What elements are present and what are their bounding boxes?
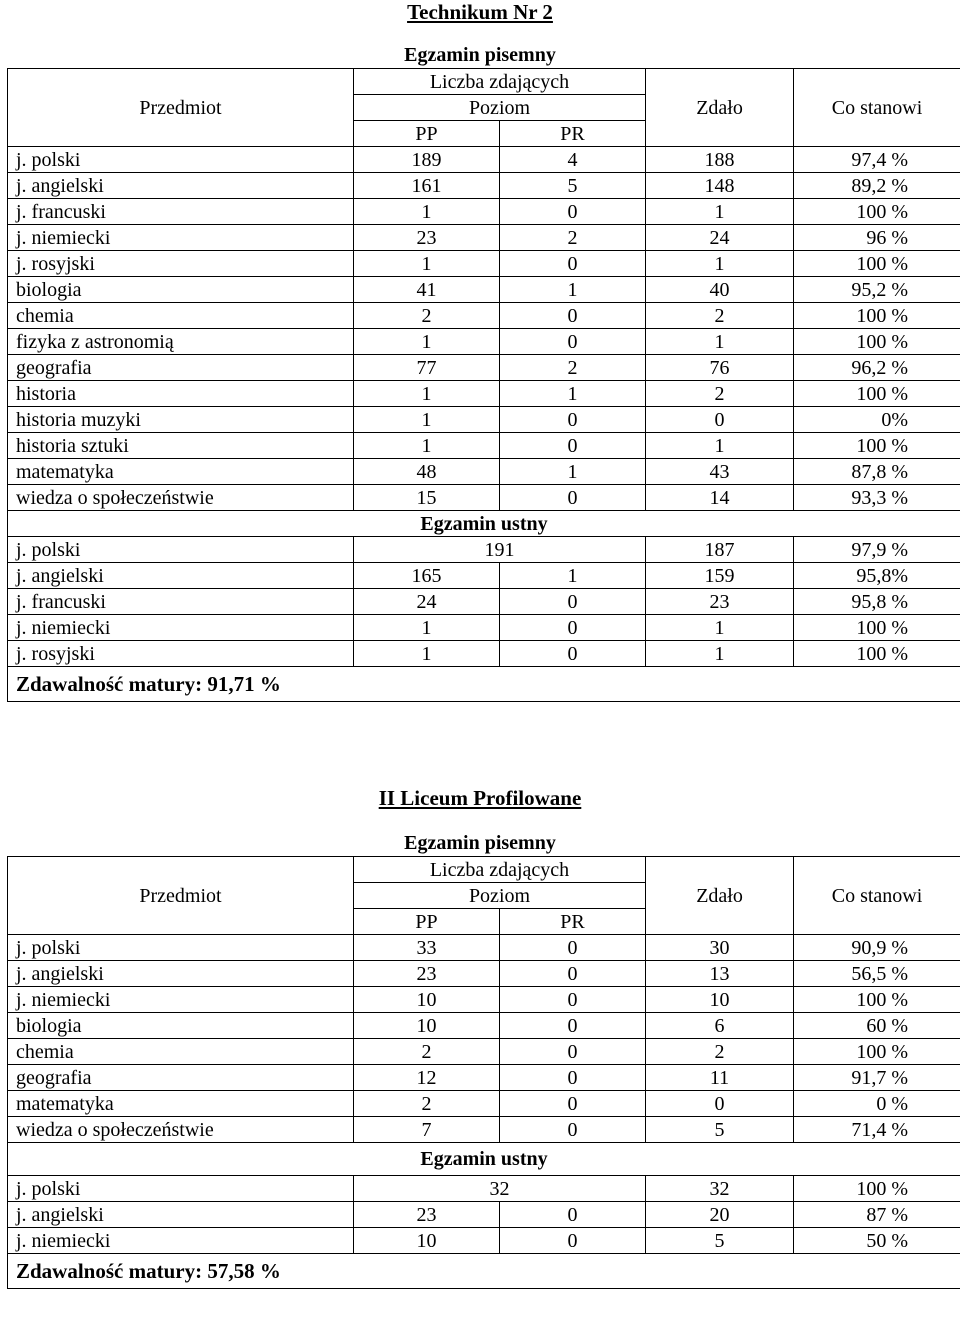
passed-cell: 1: [646, 433, 794, 459]
pr-cell: 0: [500, 641, 646, 667]
passed-cell: 1: [646, 199, 794, 225]
pp-cell: 1: [354, 381, 500, 407]
pp-cell: 189: [354, 147, 500, 173]
header-row: [8, 857, 960, 883]
pr-cell: 0: [500, 961, 646, 987]
pr-cell: 0: [500, 1202, 646, 1228]
section-title-technikum: Technikum Nr 2: [407, 0, 553, 24]
table-row: [8, 935, 960, 961]
pp-cell: 1: [354, 199, 500, 225]
table-row: [8, 1065, 960, 1091]
table-row: [8, 1039, 960, 1065]
pr-cell: 0: [500, 1117, 646, 1143]
subject-cell: geografia: [8, 1065, 354, 1091]
passed-cell: 2: [646, 1039, 794, 1065]
pp-cell: 12: [354, 1065, 500, 1091]
passed-cell: 6: [646, 1013, 794, 1039]
table-row: [8, 641, 960, 667]
pp-cell: 10: [354, 1228, 500, 1254]
share-cell: 95,2 %: [794, 277, 960, 303]
share-cell: 87,8 %: [794, 459, 960, 485]
pr-cell: 0: [500, 303, 646, 329]
subject-cell: j. polski: [8, 147, 354, 173]
share-cell: 95,8 %: [794, 589, 960, 615]
header-subject: Przedmiot: [8, 69, 354, 147]
subject-cell: wiedza o społeczeństwie: [8, 485, 354, 511]
passed-cell: 43: [646, 459, 794, 485]
passed-cell: 20: [646, 1202, 794, 1228]
subject-cell: j. angielski: [8, 961, 354, 987]
share-cell: 91,7 %: [794, 1065, 960, 1091]
passed-cell: 159: [646, 563, 794, 589]
table-row: [8, 381, 960, 407]
pp-cell: 77: [354, 355, 500, 381]
subject-cell: j. niemiecki: [8, 1228, 354, 1254]
table-row: [8, 303, 960, 329]
passed-cell: 5: [646, 1228, 794, 1254]
subject-cell: geografia: [8, 355, 354, 381]
subject-cell: j. francuski: [8, 589, 354, 615]
share-cell: 100 %: [794, 251, 960, 277]
table-row: [8, 407, 960, 433]
share-cell: 100 %: [794, 615, 960, 641]
table-row: [8, 459, 960, 485]
pp-cell: 10: [354, 1013, 500, 1039]
results-table-liceum: [7, 856, 960, 1289]
passed-cell: 23: [646, 589, 794, 615]
share-cell: 89,2 %: [794, 173, 960, 199]
header-level: Poziom: [354, 95, 646, 121]
pr-cell: 0: [500, 987, 646, 1013]
pass-rate-summary: Zdawalność matury: 91,71 %: [8, 667, 960, 702]
passed-cell: 1: [646, 251, 794, 277]
share-cell: 0%: [794, 407, 960, 433]
summary-row: [8, 667, 960, 702]
oral-exam-title: Egzamin ustny: [8, 1143, 960, 1176]
subject-cell: historia muzyki: [8, 407, 354, 433]
table-row: [8, 147, 960, 173]
header-share: Co stanowi: [794, 69, 960, 147]
pr-cell: 1: [500, 381, 646, 407]
subject-cell: j. angielski: [8, 1202, 354, 1228]
pr-cell: 0: [500, 1228, 646, 1254]
share-cell: 95,8%: [794, 563, 960, 589]
passed-cell: 1: [646, 641, 794, 667]
table-row: [8, 225, 960, 251]
share-cell: 96 %: [794, 225, 960, 251]
pp-cell: 2: [354, 303, 500, 329]
subject-cell: j. francuski: [8, 199, 354, 225]
header-passed: Zdało: [646, 69, 794, 147]
passed-cell: 14: [646, 485, 794, 511]
header-pr: PR: [500, 121, 646, 147]
pp-cell: 23: [354, 1202, 500, 1228]
pr-cell: 1: [500, 277, 646, 303]
pr-cell: 0: [500, 1065, 646, 1091]
subject-cell: matematyka: [8, 459, 354, 485]
pp-cell: 48: [354, 459, 500, 485]
pr-cell: 1: [500, 563, 646, 589]
share-cell: 60 %: [794, 1013, 960, 1039]
share-cell: 90,9 %: [794, 935, 960, 961]
passed-cell: 76: [646, 355, 794, 381]
pp-cell: 161: [354, 173, 500, 199]
share-cell: 96,2 %: [794, 355, 960, 381]
pp-cell: 1: [354, 329, 500, 355]
oral-banner-row: [8, 1143, 960, 1176]
subject-cell: historia: [8, 381, 354, 407]
share-cell: 93,3 %: [794, 485, 960, 511]
share-cell: 100 %: [794, 433, 960, 459]
pp-cell: 165: [354, 563, 500, 589]
results-table-technikum: [7, 68, 960, 702]
table-row: [8, 589, 960, 615]
share-cell: 100 %: [794, 1176, 960, 1202]
pr-cell: 4: [500, 147, 646, 173]
share-cell: 50 %: [794, 1228, 960, 1254]
pp-cell: 1: [354, 251, 500, 277]
share-cell: 0 %: [794, 1091, 960, 1117]
table-row: [8, 1091, 960, 1117]
table-row: [8, 987, 960, 1013]
written-exam-title: Egzamin pisemny: [404, 832, 556, 854]
header-pp: PP: [354, 909, 500, 935]
pr-cell: 0: [500, 199, 646, 225]
header-share: Co stanowi: [794, 857, 960, 935]
summary-row: [8, 1254, 960, 1289]
subject-cell: matematyka: [8, 1091, 354, 1117]
header-level: Poziom: [354, 883, 646, 909]
share-cell: 100 %: [794, 1039, 960, 1065]
pr-cell: 0: [500, 407, 646, 433]
subject-cell: fizyka z astronomią: [8, 329, 354, 355]
pp-cell: 1: [354, 407, 500, 433]
table-row: [8, 251, 960, 277]
table-row: [8, 1117, 960, 1143]
count-cell: 191: [354, 537, 646, 563]
pp-cell: 2: [354, 1039, 500, 1065]
passed-cell: 5: [646, 1117, 794, 1143]
passed-cell: 2: [646, 303, 794, 329]
count-cell: 32: [354, 1176, 646, 1202]
passed-cell: 188: [646, 147, 794, 173]
pr-cell: 0: [500, 1039, 646, 1065]
passed-cell: 32: [646, 1176, 794, 1202]
subject-cell: j. niemiecki: [8, 987, 354, 1013]
header-pr: PR: [500, 909, 646, 935]
passed-cell: 10: [646, 987, 794, 1013]
table-row: [8, 1228, 960, 1254]
passed-cell: 0: [646, 407, 794, 433]
pr-cell: 0: [500, 329, 646, 355]
share-cell: 87 %: [794, 1202, 960, 1228]
subject-cell: j. angielski: [8, 173, 354, 199]
pp-cell: 23: [354, 961, 500, 987]
passed-cell: 0: [646, 1091, 794, 1117]
header-pp: PP: [354, 121, 500, 147]
subject-cell: biologia: [8, 277, 354, 303]
header-count: Liczba zdających: [354, 69, 646, 95]
table-row: [8, 355, 960, 381]
share-cell: 100 %: [794, 381, 960, 407]
passed-cell: 148: [646, 173, 794, 199]
table-row: [8, 277, 960, 303]
pp-cell: 15: [354, 485, 500, 511]
pr-cell: 2: [500, 355, 646, 381]
subject-cell: j. polski: [8, 935, 354, 961]
table-row: [8, 199, 960, 225]
oral-exam-title: Egzamin ustny: [8, 511, 960, 537]
passed-cell: 24: [646, 225, 794, 251]
subject-cell: j. polski: [8, 537, 354, 563]
pr-cell: 0: [500, 1013, 646, 1039]
subject-cell: chemia: [8, 303, 354, 329]
oral-banner-row: [8, 511, 960, 537]
share-cell: 100 %: [794, 987, 960, 1013]
passed-cell: 40: [646, 277, 794, 303]
written-exam-title: Egzamin pisemny: [404, 44, 556, 66]
pr-cell: 0: [500, 251, 646, 277]
pp-cell: 24: [354, 589, 500, 615]
subject-cell: j. polski: [8, 1176, 354, 1202]
table-row: [8, 433, 960, 459]
pr-cell: 5: [500, 173, 646, 199]
table-row: [8, 1013, 960, 1039]
subject-cell: j. angielski: [8, 563, 354, 589]
pr-cell: 0: [500, 485, 646, 511]
pp-cell: 41: [354, 277, 500, 303]
subject-cell: j. rosyjski: [8, 251, 354, 277]
passed-cell: 1: [646, 329, 794, 355]
share-cell: 100 %: [794, 199, 960, 225]
table-row: [8, 485, 960, 511]
pp-cell: 1: [354, 433, 500, 459]
share-cell: 56,5 %: [794, 961, 960, 987]
passed-cell: 11: [646, 1065, 794, 1091]
subject-cell: j. rosyjski: [8, 641, 354, 667]
table-row: [8, 615, 960, 641]
subject-cell: j. niemiecki: [8, 615, 354, 641]
share-cell: 100 %: [794, 641, 960, 667]
pp-cell: 23: [354, 225, 500, 251]
share-cell: 71,4 %: [794, 1117, 960, 1143]
share-cell: 97,9 %: [794, 537, 960, 563]
share-cell: 97,4 %: [794, 147, 960, 173]
pr-cell: 0: [500, 935, 646, 961]
header-subject: Przedmiot: [8, 857, 354, 935]
pp-cell: 1: [354, 615, 500, 641]
header-count: Liczba zdających: [354, 857, 646, 883]
table-row: [8, 173, 960, 199]
table-row: [8, 1176, 960, 1202]
pr-cell: 0: [500, 433, 646, 459]
passed-cell: 187: [646, 537, 794, 563]
subject-cell: historia sztuki: [8, 433, 354, 459]
pp-cell: 1: [354, 641, 500, 667]
header-passed: Zdało: [646, 857, 794, 935]
passed-cell: 1: [646, 615, 794, 641]
table-row: [8, 329, 960, 355]
table-row: [8, 961, 960, 987]
pass-rate-summary: Zdawalność matury: 57,58 %: [8, 1254, 960, 1289]
subject-cell: chemia: [8, 1039, 354, 1065]
passed-cell: 13: [646, 961, 794, 987]
share-cell: 100 %: [794, 329, 960, 355]
pp-cell: 2: [354, 1091, 500, 1117]
section-title-liceum: II Liceum Profilowane: [378, 786, 582, 810]
subject-cell: wiedza o społeczeństwie: [8, 1117, 354, 1143]
passed-cell: 30: [646, 935, 794, 961]
pp-cell: 7: [354, 1117, 500, 1143]
subject-cell: j. niemiecki: [8, 225, 354, 251]
pr-cell: 0: [500, 1091, 646, 1117]
pr-cell: 0: [500, 589, 646, 615]
table-row: [8, 563, 960, 589]
table-row: [8, 1202, 960, 1228]
subject-cell: biologia: [8, 1013, 354, 1039]
header-row: [8, 69, 960, 95]
pp-cell: 33: [354, 935, 500, 961]
passed-cell: 2: [646, 381, 794, 407]
pp-cell: 10: [354, 987, 500, 1013]
table-row: [8, 537, 960, 563]
pr-cell: 0: [500, 615, 646, 641]
share-cell: 100 %: [794, 303, 960, 329]
pr-cell: 2: [500, 225, 646, 251]
pr-cell: 1: [500, 459, 646, 485]
